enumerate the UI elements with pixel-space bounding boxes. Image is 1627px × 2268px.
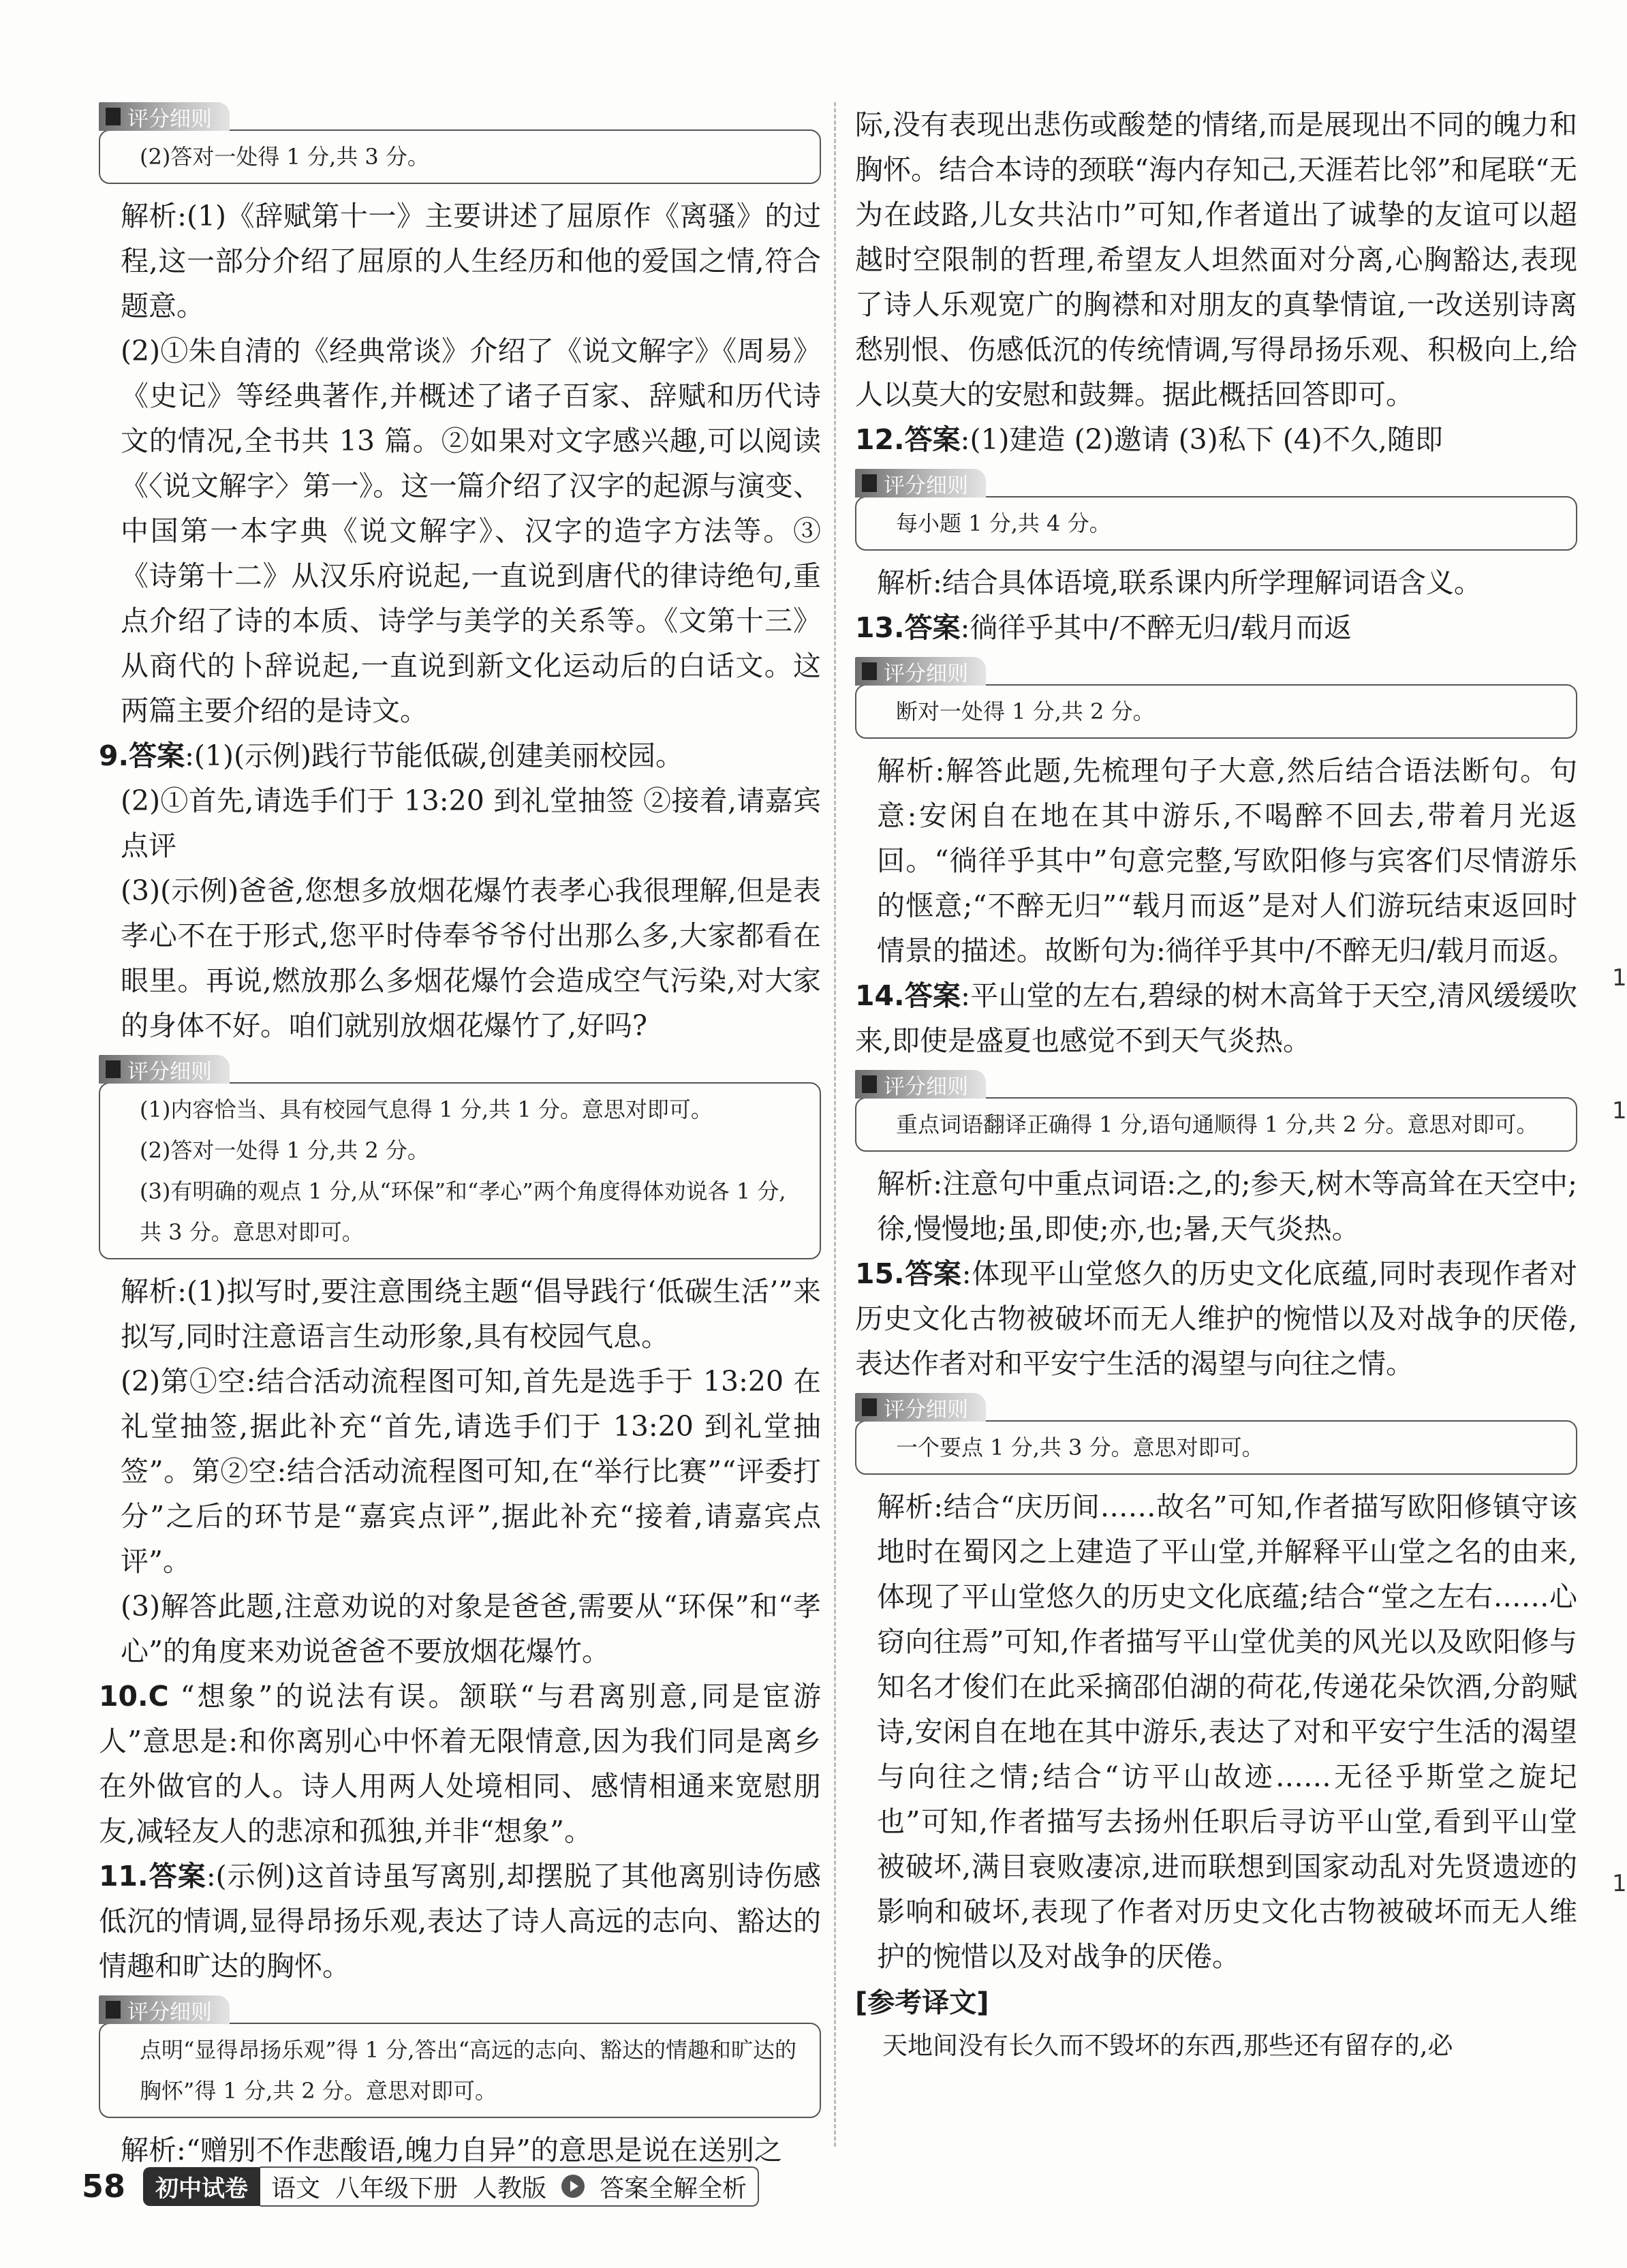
rubric-line: 断对一处得 1 分,共 2 分。 [896,699,1155,724]
scoring-rubric [855,1393,1577,1475]
rubric-line: 一个要点 1 分,共 3 分。意思对即可。 [896,1435,1264,1460]
q8-analysis-1: 解析:(1)《辞赋第十一》主要讲述了屈原作《离骚》的过程,这一部分介绍了屈原的人生经历和他的爱国之情,符合题意。 [121,200,821,322]
q15-number: 15. [855,1257,905,1290]
rubric-line: 重点词语翻译正确得 1 分,语句通顺得 1 分,共 2 分。意思对即可。 [896,1112,1538,1137]
rubric-line: (1)内容恰当、具有校园气息得 1 分,共 1 分。意思对即可。 [140,1097,713,1122]
q9-answer-1: 9.答案:(1)(示例)践行节能低碳,创建美丽校园。 [99,739,684,772]
series-brand: 初中试卷 [143,2167,260,2206]
rubric-tab: 评分细则 [855,469,986,497]
left-column [99,102,821,2173]
q13-number: 13. [855,611,905,644]
rubric-square-icon [106,2001,121,2019]
answer-label: 答案 [904,1257,962,1290]
book-meta [260,2166,759,2207]
q9-analysis-3: (3)解答此题,注意劝说的对象是爸爸,需要从“环保”和“孝心”的角度来劝说爸爸不要放烟花爆竹。 [121,1590,821,1668]
scoring-rubric [855,657,1577,739]
answer-label: 答案 [129,739,185,772]
rubric-line: (3)有明确的观点 1 分,从“环保”和“孝心”两个角度得体劝说各 1 分,共 3 分。意思对即可。 [140,1178,786,1245]
rubric-line: 点明“显得昂扬乐观”得 1 分,答出“高远的志向、豁达的情趣和旷达的胸怀”得 1 分,共 2 分。意思对即可。 [140,2037,796,2104]
q12-answer: 12.答案:(1)建造 (2)邀请 (3)私下 (4)不久,随即 [855,423,1443,456]
answer-label: 答案 [904,611,961,644]
rubric-line: (2)答对一处得 1 分,共 2 分。 [140,1137,429,1163]
edge-mark: 1 [1612,964,1627,992]
q15-analysis: 解析:结合“庆历间……故名”可知,作者描写欧阳修镇守该地时在蜀冈之上建造了平山堂,并解释平山堂之名的由来,体现了平山堂悠久的历史文化底蕴;结合“堂之左右……心窃向往焉”可知,作者描写平山堂优美的风光以及欧阳修与知名才俊们在此采摘邵伯湖的荷花,传递花朵饮酒,分韵赋诗,安闲自在地在其中游乐,表达了对和平安宁生活的渴望与向往之情;结合“访平山故迹……无径乎斯堂之旋圮也”可知,作者描写去扬州任职后寻访平山堂,看到平山堂被破坏,满目衰败凄凉,进而联想到国家动乱对先贤遗迹的影响和破坏,表现了作者对历史文化古物被破坏而无人维护的惋惜以及对战争的厌倦。 [877,1490,1577,1973]
rubric-tab: 评分细则 [855,657,986,686]
scoring-rubric [99,1995,821,2118]
rubric-line: (2)答对一处得 1 分,共 3 分。 [140,144,429,170]
rubric-box [855,684,1577,739]
edge-mark: 1 [1612,1097,1627,1124]
q8-analysis-2: (2)①朱自清的《经典常谈》介绍了《说文解字》《周易》《史记》等经典著作,并概述了诸子百家、辞赋和历代诗文的情况,全书共 13 篇。②如果对文字感兴趣,可以阅读《〈说文解字〉第一》。这一篇介绍了汉字的起源与演变、中国第一本字典《说文解字》、汉字的造字方法等。③《诗第十二》从汉乐府说起,一直说到唐代的律诗绝句,重点介绍了诗的本质、诗学与美学的关系等。《文第十三》从商代的卜辞说起,一直说到新文化运动后的白话文。这两篇主要介绍的是诗文。 [121,335,821,727]
q11-analysis-continued: 际,没有表现出悲伤或酸楚的情绪,而是展现出不同的魄力和胸怀。结合本诗的颈联“海内存知己,天涯若比邻”和尾联“无为在歧路,儿女共沾巾”可知,作者道出了诚挚的友谊可以超越时空限制的哲理,希望友人坦然面对分离,心胸豁达,表现了诗人乐观宽广的胸襟和对朋友的真挚情谊,一改送别诗离愁别恨、伤感低沉的传统情调,写得昂扬乐观、积极向上,给人以莫大的安慰和鼓舞。据此概括回答即可。 [855,108,1577,411]
subject-label: 语文 [271,2174,321,2203]
q9-analysis-1: 解析:(1)拟写时,要注意围绕主题“倡导践行‘低碳生活’”来拟写,同时注意语言生动形象,具有校园气息。 [121,1275,821,1353]
right-column [855,102,1577,2068]
q9-answer-2: (2)①首先,请选手们于 13:20 到礼堂抽签 ②接着,请嘉宾点评 [121,784,821,862]
rubric-square-icon [862,1398,877,1416]
page-number: 58 [82,2168,126,2205]
rubric-square-icon [862,1075,877,1093]
q10-answer: 10.C “想象”的说法有误。颔联“与君离别意,同是宦游人”意思是:和你离别心中怀着无限情意,因为我们同是离乡在外做官的人。诗人用两人处境相同、感情相通来宽慰朋友,减轻友人的悲凉和孤独,并非“想象”。 [99,1680,821,1848]
scoring-rubric [855,1070,1577,1152]
q14-number: 14. [855,979,905,1012]
q11-answer: 11.答案:(示例)这首诗虽写离别,却摆脱了其他离别诗伤感低沉的情调,显得昂扬乐观,表达了诗人高远的志向、豁达的情趣和旷达的胸怀。 [99,1860,821,1982]
answer-label: 答案 [148,1860,206,1892]
edition-label: 人教版 [473,2174,547,2203]
rubric-square-icon [106,108,121,125]
page-footer [82,2164,759,2208]
answer-label: 答案 [904,423,961,456]
q14-answer: 14.答案:平山堂的左右,碧绿的树木高耸于天空,清风缓缓吹来,即使是盛夏也感觉不到天气炎热。 [855,979,1577,1057]
rubric-line: 每小题 1 分,共 4 分。 [896,510,1111,536]
q14-analysis: 解析:注意句中重点词语:之,的;参天,树木等高耸在天空中;徐,慢慢地;虽,即使;亦,也;暑,天气炎热。 [877,1167,1577,1245]
q13-analysis: 解析:解答此题,先梳理句子大意,然后结合语法断句。句意:安闲自在地在其中游乐,不喝醉不回去,带着月光返回。“徜徉乎其中”句意完整,写欧阳修与宾客们尽情游乐的惬意;“不醉无归”“载月而返”是对人们游玩结束返回时情景的描述。故断句为:徜徉乎其中/不醉无归/载月而返。 [877,754,1577,967]
rubric-tab: 评分细则 [855,1393,986,1422]
q9-number: 9. [99,739,129,772]
q9-answer-3: (3)(示例)爸爸,您想多放烟花爆竹表孝心我很理解,但是表孝心不在于形式,您平时侍奉爷爷付出那么多,大家都看在眼里。再说,燃放那么多烟花爆竹会造成空气污染,对大家的身体不好。咱们就别放烟花爆竹了,好吗? [121,874,821,1042]
answer-label: 答案 [904,979,961,1012]
q11-number: 11. [99,1860,149,1892]
rubric-box [855,1097,1577,1152]
q12-analysis: 解析:结合具体语境,联系课内所学理解词语含义。 [877,566,1482,599]
column-divider [834,102,836,2147]
reference-translation-title: [参考译文] [855,1987,989,2019]
rubric-square-icon [106,1060,121,1078]
rubric-square-icon [862,662,877,680]
play-icon [561,2175,585,2198]
scoring-rubric [855,469,1577,551]
q13-answer: 13.答案:徜徉乎其中/不醉无归/载月而返 [855,611,1352,644]
rubric-box [99,129,821,184]
rubric-tab: 评分细则 [99,102,230,131]
rubric-box [855,496,1577,551]
rubric-box [99,2023,821,2118]
q15-answer: 15.答案:体现平山堂悠久的历史文化底蕴,同时表现作者对历史文化古物被破坏而无人维护的惋惜以及对战争的厌倦,表达作者对和平安宁生活的渴望与向往之情。 [855,1257,1577,1380]
rubric-tab: 评分细则 [99,1995,230,2024]
q9-analysis-2: (2)第①空:结合活动流程图可知,首先是选手于 13:20 在礼堂抽签,据此补充“首先,请选手们于 13:20 到礼堂抽签”。第②空:结合活动流程图可知,在“举行比赛”“评委打分”之后的环节是“嘉宾点评”,据此补充“接着,请嘉宾点评”。 [121,1365,821,1578]
scoring-rubric [99,1055,821,1259]
edge-mark: 1 [1612,1870,1627,1897]
q12-number: 12. [855,423,905,456]
tagline-label: 答案全解全析 [600,2174,747,2203]
rubric-tab: 评分细则 [99,1055,230,1084]
rubric-box [99,1082,821,1259]
grade-label: 八年级下册 [335,2174,459,2203]
scoring-rubric [99,102,821,184]
q11-analysis: 解析:“赠别不作悲酸语,魄力自异”的意思是说在送别之 [121,2134,782,2166]
reference-translation-text: 天地间没有长久而不毁坏的东西,那些还有留存的,必 [882,2031,1453,2060]
rubric-square-icon [862,474,877,492]
rubric-box [855,1420,1577,1475]
q10-number: 10.C [99,1680,169,1713]
rubric-tab: 评分细则 [855,1070,986,1099]
